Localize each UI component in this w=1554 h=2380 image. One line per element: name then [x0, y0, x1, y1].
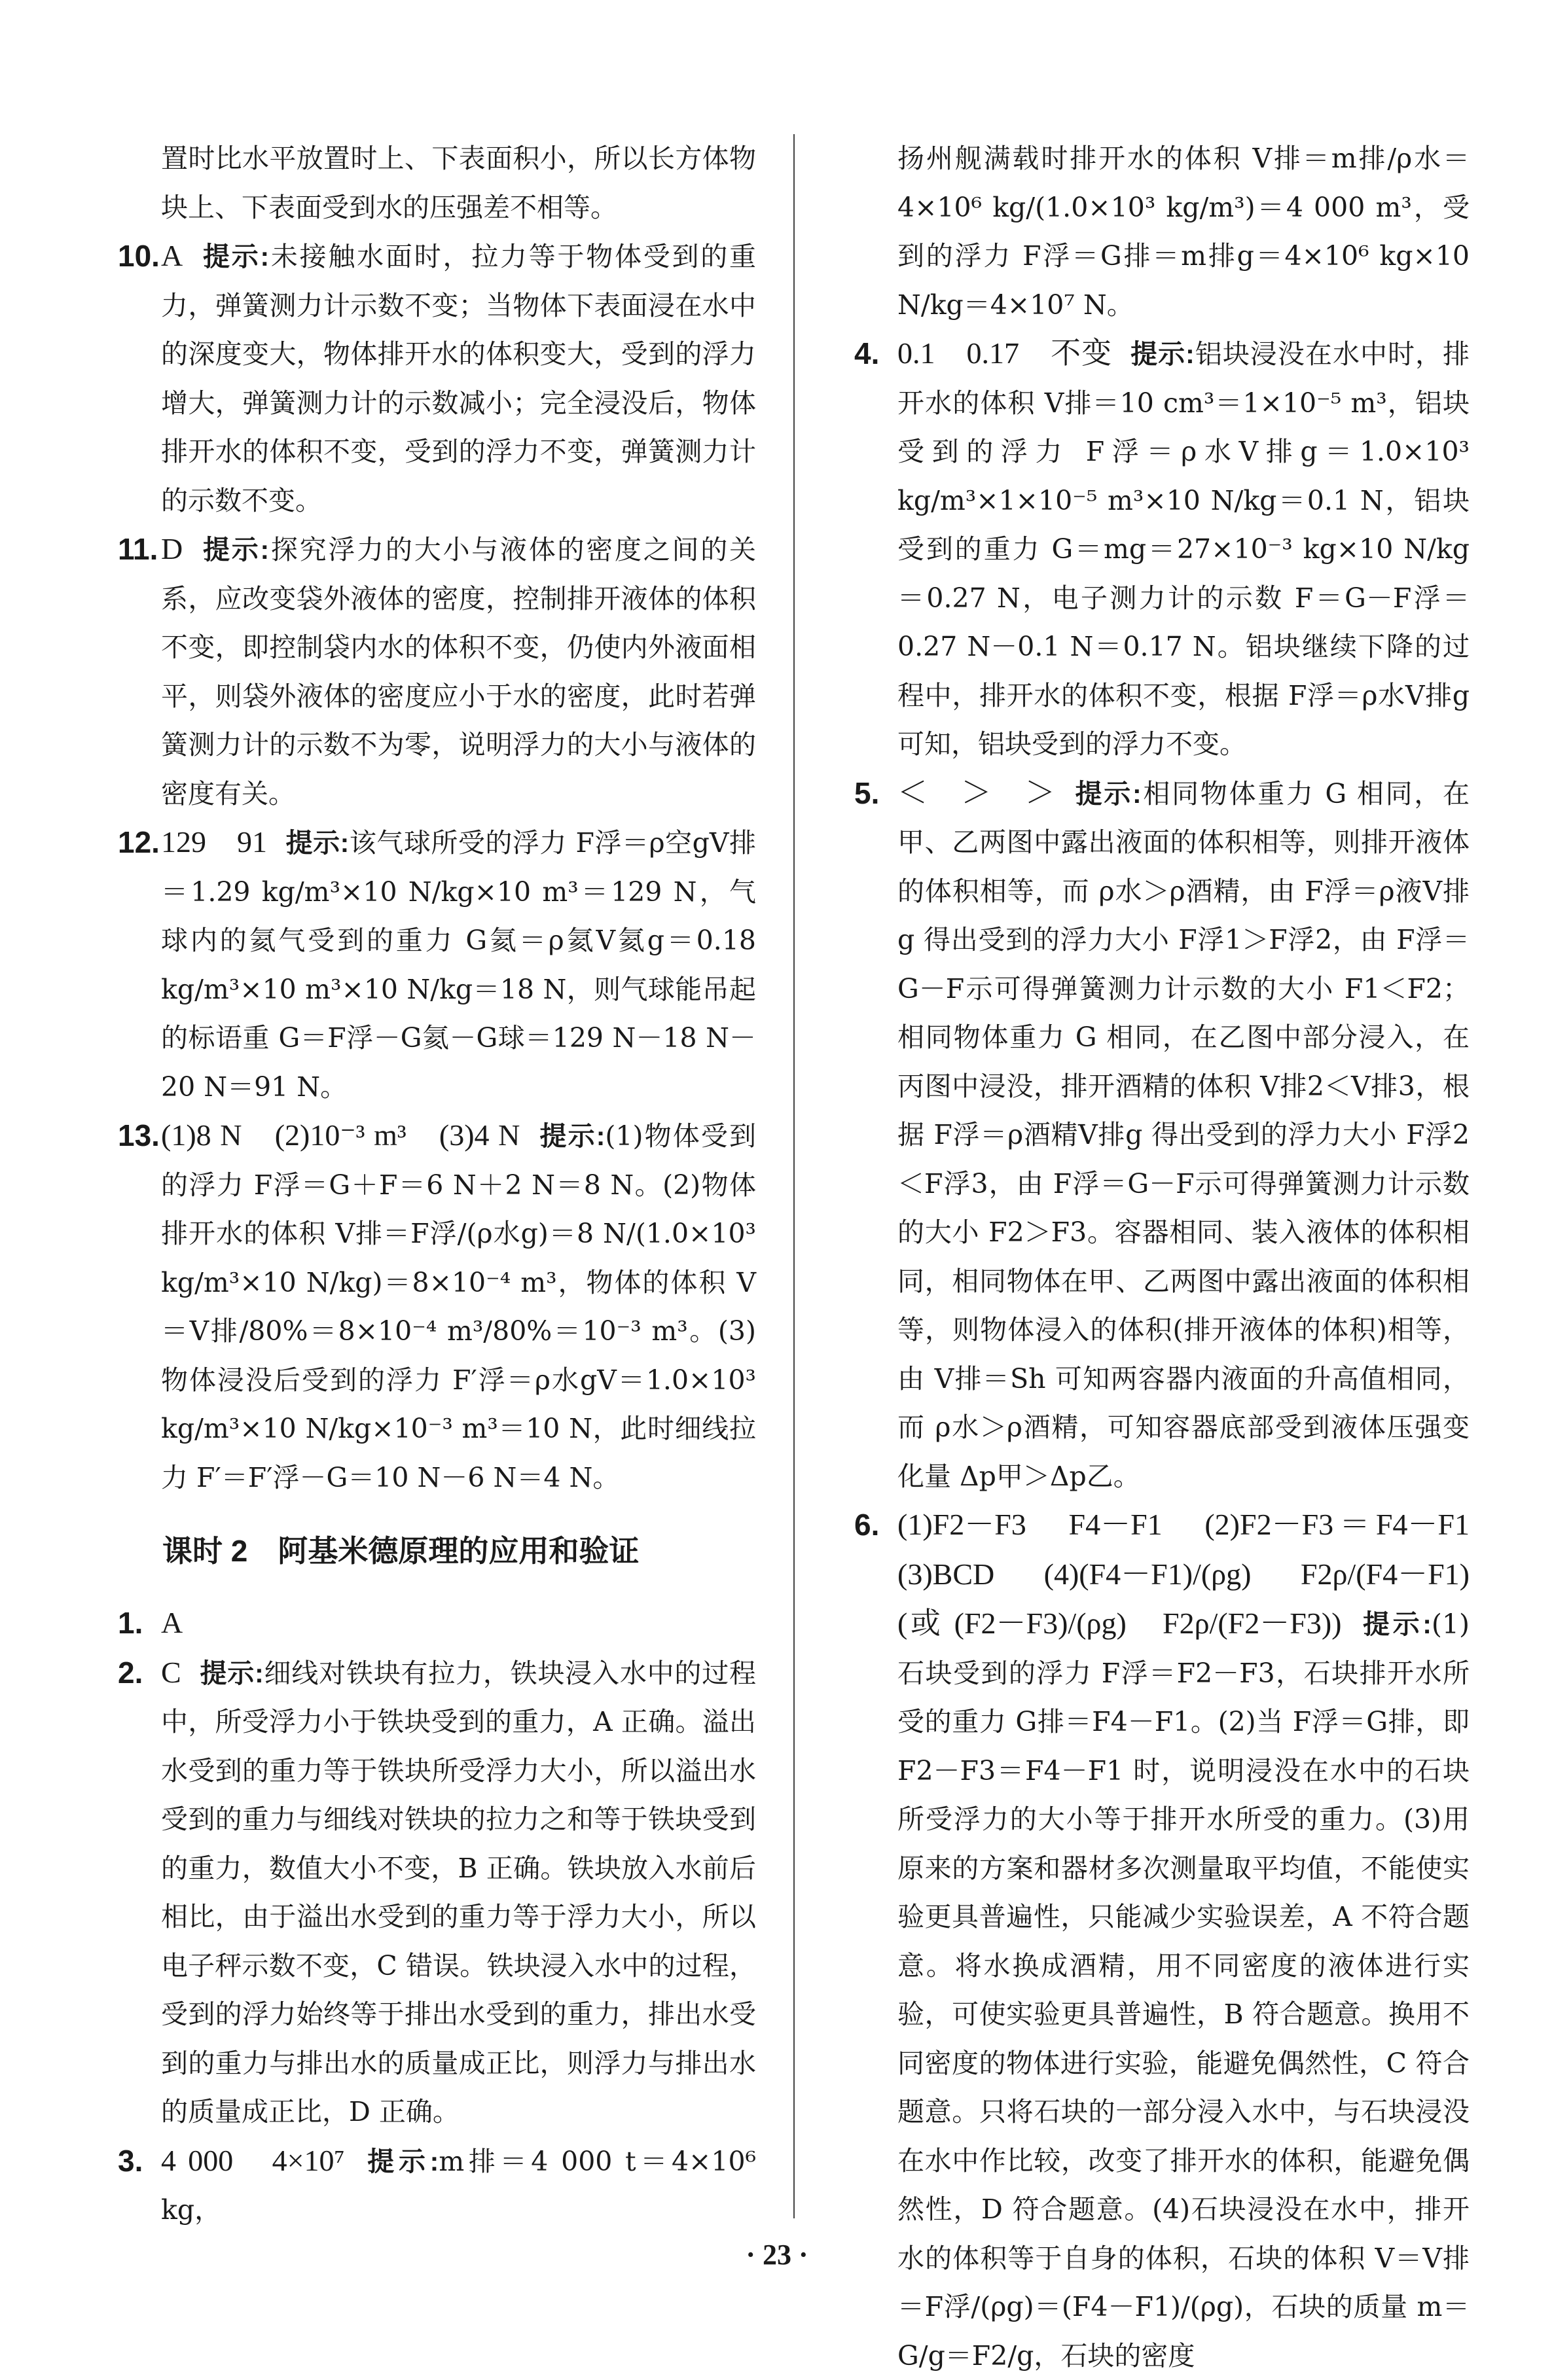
answer-item-13: [118, 1111, 756, 1502]
item-number: 3.: [118, 2143, 143, 2178]
item-answer: (1)F2－F3 F4－F1 (2)F2－F3＝F4－F1 (3)BCD (4)(F4－F1)/(ρg) F2ρ/(F4－F1)(或 (F2－F3)/(ρg) F2ρ/(F2－F3)): [897, 1508, 1500, 1640]
section-heading: 课时 2 阿基米德原理的应用和验证: [162, 1534, 640, 1568]
item-number: 6.: [854, 1508, 880, 1542]
tip-text: 细线对铁块有拉力，铁块浸入水中的过程中，所受浮力小于铁块受到的重力，A 正确。溢出水受到的重力等于铁块所受浮力大小，所以溢出水受到的重力与细线对铁块的拉力之和等于铁块受到的重力，数值大小不变，B 正确。铁块放入水前后相比，由于溢出水受到的重力等于浮力大小，所以电子秤示数不变，C 错误。铁块浸入水中的过程，受到的浮力始终等于排出水受到的重力，排出水受到的重力与排出水的质量成正比，则浮力与排出水的质量成正比，D 正确。: [161, 1657, 757, 2127]
column-divider: [793, 134, 795, 2218]
tip-text: m排＝4 000 t＝4×10⁶ kg，: [161, 2145, 757, 2226]
item-answer: A: [161, 1606, 183, 1639]
tip-label: 提示:: [285, 828, 350, 858]
item-number: 10.: [118, 239, 160, 273]
answer-item-5: [854, 769, 1470, 1501]
item-number: 4.: [854, 336, 880, 370]
tip-label: 提示:: [538, 1121, 605, 1151]
item-number: 2.: [118, 1655, 143, 1690]
item-answer: 129 91: [161, 825, 268, 859]
item-number: 1.: [118, 1606, 143, 1640]
left-intro-paragraph: [118, 134, 756, 232]
tip-text: 未接触水面时，拉力等于物体受到的重力，弹簧测力计示数不变；当物体下表面浸在水中的深度变大，物体排开水的体积变大，受到的浮力增大，弹簧测力计的示数减小；完全浸没后，物体排开水的体积不变，受到的浮力不变，弹簧测力计的示数不变。: [161, 241, 756, 516]
item-answer: ＜ ＞ ＞: [897, 775, 1055, 809]
right-column: [854, 134, 1500, 2380]
tip-text: 探究浮力的大小与液体的密度之间的关系，应改变袋外液体的密度，控制排开液体的体积不变，即控制袋内水的体积不变，仍使内外液面相平，则袋外液体的密度应小于水的密度，此时若弹簧测力计的示数不为零，说明浮力的大小与液体的密度有关。: [161, 534, 756, 809]
tip-label: 提示:: [1130, 339, 1195, 369]
tip-label: 提示:: [201, 241, 270, 272]
item-number: 12.: [118, 825, 160, 859]
answer-item-11: [118, 525, 756, 818]
tip-text: 铝块浸没在水中时，排开水的体积 V排＝10 cm³＝1×10⁻⁵ m³，铝块受到的浮力 F浮＝ρ水V排g＝1.0×10³ kg/m³×1×10⁻⁵ m³×10 N/kg＝0.1 N，铝块受到的重力 G＝mg＝27×10⁻³ kg×10 N/kg＝0.27 N，电子测力计的示数 F＝G－F浮＝0.27 N－0.1 N＝0.17 N。铝块继续下降的过程中，排开水的体积不变，根据 F浮＝ρ水V排g 可知，铝块受到的浮力不变。: [897, 338, 1470, 760]
tip-label: 提示:: [1073, 778, 1142, 809]
tip-text: 相同物体重力 G 相同，在甲、乙两图中露出液面的体积相等，则排开液体的体积相等，而 ρ水＞ρ酒精，由 F浮＝ρ液V排g 得出受到的浮力大小 F浮1＞F浮2，由 F浮＝G－F示可得弹簧测力计示数的大小 F1＜F2；相同物体重力 G 相同，在乙图中部分浸入，在丙图中浸没，排开酒精的体积 V排2＜V排3，根据 F浮＝ρ酒精V排g 得出受到的浮力大小 F浮2＜F浮3，由 F浮＝G－F示可得弹簧测力计示数的大小 F2＞F3。容器相同、装入液体的体积相同，相同物体在甲、乙两图中露出液面的体积相等，则物体浸入的体积(排开液体的体积)相等，由 V排＝Sh 可知两容器内液面的升高值相同，而 ρ水＞ρ酒精，可知容器底部受到液体压强变化量 Δp甲＞Δp乙。: [897, 777, 1470, 1492]
item-answer: D: [161, 532, 183, 565]
tip-text: 该气球所受的浮力 F浮＝ρ空gV排＝1.29 kg/m³×10 N/kg×10 m³＝129 N，气球内的氦气受到的重力 G氦＝ρ氦V氦g＝0.18 kg/m³×10 m³×10 N/kg＝18 N，则气球能吊起的标语重 G＝F浮－G氦－G球＝129 N－18 N－20 N＝91 N。: [161, 827, 757, 1103]
item-number: 5.: [854, 775, 880, 810]
item-answer: C: [161, 1655, 181, 1689]
left-column: [118, 134, 756, 2235]
item-answer: 0.1 0.17 不变: [897, 336, 1113, 370]
item-number: 11.: [118, 532, 158, 566]
item-answer: (1)8 N (2)10⁻³ m³ (3)4 N: [161, 1118, 520, 1152]
continuation-text: 扬州舰满载时排开水的体积 V排＝m排/ρ水＝4×10⁶ kg/(1.0×10³ kg/m³)＝4 000 m³，受到的浮力 F浮＝G排＝m排g＝4×10⁶ kg×10 N/kg＝4×10⁷ N。: [897, 143, 1470, 321]
answer-item-3: [118, 2137, 756, 2235]
answer-item-10: [118, 232, 756, 525]
tip-label: 提示:: [201, 535, 270, 565]
answer-item-12: [118, 818, 756, 1111]
tip-label: 提示:: [1360, 1609, 1432, 1639]
page-number: · 23 ·: [746, 2239, 808, 2271]
tip-label: 提示:: [199, 1658, 264, 1688]
answer-item-1: [118, 1599, 756, 1648]
tip-label: 提示:: [363, 2146, 439, 2176]
item-answer: 4 000 4×10⁷: [161, 2143, 345, 2177]
left-intro-text: 置时比水平放置时上、下表面积小，所以长方体物块上、下表面受到水的压强差不相等。: [161, 143, 756, 223]
answer-item-4: [854, 329, 1470, 769]
tip-text: (1)物体受到的浮力 F浮＝G＋F＝6 N＋2 N＝8 N。(2)物体排开水的体积 V排＝F浮/(ρ水g)＝8 N/(1.0×10³ kg/m³×10 N/kg)＝8×10⁻⁴ m³，物体的体积 V＝V排/80%＝8×10⁻⁴ m³/80%＝10⁻³ m³。(3)物体浸没后受到的浮力 F′浮＝ρ水gV＝1.0×10³ kg/m³×10 N/kg×10⁻³ m³＝10 N，此时细线拉力 F′＝F′浮－G＝10 N－6 N＝4 N。: [161, 1120, 757, 1493]
item-answer: A: [161, 239, 183, 272]
item-number: 13.: [118, 1118, 160, 1152]
tip-text: (1)石块受到的浮力 F浮＝F2－F3，石块排开水所受的重力 G排＝F4－F1。(2)当 F浮＝G排，即 F2－F3＝F4－F1 时，说明浸没在水中的石块所受浮力的大小等于排开水所受的重力。(3)用原来的方案和器材多次测量取平均值，不能使实验更具普遍性，只能减少实验误差，A 不符合题意。将水换成酒精，用不同密度的液体进行实验，可使实验更具普遍性，B 符合题意。换用不同密度的物体进行实验，能避免偶然性，C 符合题意。只将石块的一部分浸入水中，与石块浸没在水中作比较，改变了排开水的体积，能避免偶然性，D 符合题意。(4)石块浸没在水中，排开水的体积等于自身的体积，石块的体积 V＝V排＝F浮/(ρg)＝(F4－F1)/(ρg)，石块的质量 m＝G/g＝F2/g，石块的密度: [897, 1608, 1470, 2371]
answer-item-2: [118, 1648, 756, 2137]
item-3-continuation: [854, 134, 1470, 329]
